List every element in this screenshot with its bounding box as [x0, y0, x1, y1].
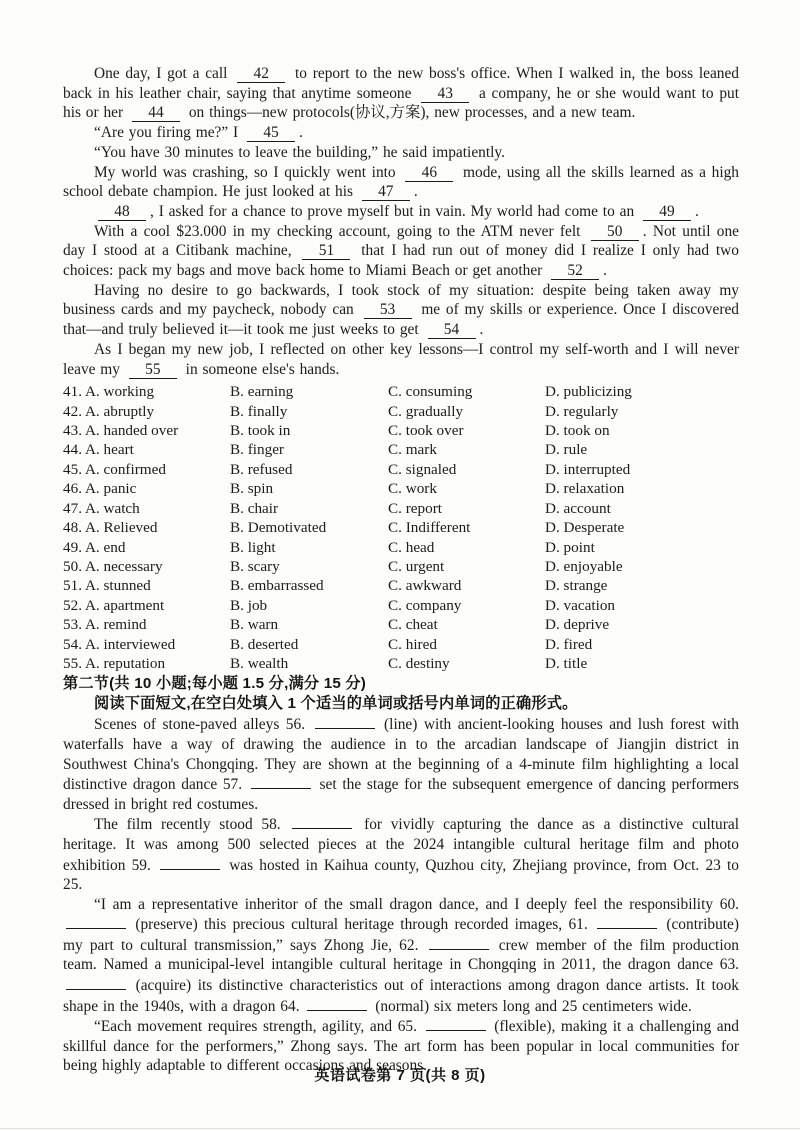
gapfill-passage: [63, 714, 739, 1076]
option-cell: C. Indifferent: [388, 519, 471, 537]
option-cell: B. light: [230, 538, 276, 556]
option-row: [63, 654, 739, 673]
answer-blank-52: 52: [551, 262, 599, 280]
option-cell: 50. A. necessary: [63, 557, 163, 575]
option-cell: B. finger: [230, 441, 284, 459]
option-row: [63, 576, 739, 595]
answer-blank: [307, 996, 367, 1011]
option-row: [63, 460, 739, 479]
paragraph: “Each movement requires strength, agility, and 65. (flexible), making it a challenging and skillful dance for the performers,” Zhong says. The art form has been popular in local communities for being highly adaptable to different occasions and seasons.: [63, 1018, 740, 1075]
option-cell: D. point: [545, 538, 595, 556]
option-cell: 42. A. abruptly: [63, 402, 155, 420]
option-row: [63, 382, 739, 401]
paragraph: The film recently stood 58. for vividly capturing the dance as a distinctive cultural heritage. It was among 500 selected pieces at the 2024 intangible cultural heritage film and photo exhibition 59. was hosted in Kaihua county, Quzhou city, Zhejiang province, from Oct. 23 to 25.: [63, 816, 739, 894]
option-cell: 51. A. stunned: [63, 577, 151, 595]
answer-blank: [597, 914, 657, 929]
page-footer: 英语试卷第 7 页(共 8 页): [314, 1067, 486, 1084]
option-cell: D. fired: [545, 635, 593, 653]
option-row: [63, 518, 739, 537]
paragraph: “You have 30 minutes to leave the building,” he said impatiently.: [94, 143, 505, 161]
option-cell: 53. A. remind: [63, 616, 147, 634]
answer-blank: [66, 975, 126, 990]
section2-heading: 第二节(共 10 小题;每小题 1.5 分,满分 15 分): [63, 675, 367, 693]
option-cell: C. signaled: [388, 460, 457, 478]
option-row: [63, 635, 739, 654]
option-cell: D. regularly: [545, 402, 619, 420]
answer-blank: [315, 714, 375, 729]
option-cell: B. scary: [230, 557, 280, 575]
option-cell: D. interrupted: [545, 460, 631, 478]
answer-blank: [426, 1016, 486, 1031]
option-cell: D. strange: [545, 577, 608, 595]
option-cell: 47. A. watch: [63, 499, 140, 517]
option-cell: B. warn: [230, 616, 279, 634]
option-cell: D. deprive: [545, 616, 610, 634]
option-cell: 52. A. apartment: [63, 596, 165, 614]
option-cell: 48. A. Relieved: [63, 519, 158, 537]
answer-blank-45: 45: [247, 124, 295, 142]
answer-blank-43: 43: [421, 85, 469, 103]
option-cell: C. took over: [388, 422, 464, 440]
option-cell: C. mark: [388, 441, 437, 459]
option-cell: D. publicizing: [545, 383, 632, 401]
answer-blank-48: 48: [98, 203, 146, 221]
answer-blank: [66, 914, 126, 929]
option-row: [63, 596, 739, 615]
option-cell: C. head: [388, 538, 435, 556]
option-cell: B. took in: [230, 422, 291, 440]
option-cell: 44. A. heart: [63, 441, 134, 459]
option-cell: 45. A. confirmed: [63, 460, 166, 478]
paragraph: “I am a representative inheritor of the small dragon dance, and I deeply feel the responsibility 60. (preserve) this precious cultural heritage through recorded images, 61. (contribute) my part to cultural transmission,” says Zhong Jie, 62. crew member of the film production team. Named a municipal-level intangible cultural heritage in Chongqing in 2011, the dragon dance 63. (acquire) its distinctive characteristics out of interactions among dragon dance artists. It took shape in the 1940s, with a dragon 64. (normal) six meters long and 25 centimeters wide.: [63, 895, 739, 1015]
option-cell: 41. A. working: [63, 383, 155, 401]
paragraph: One day, I got a call 42 to report to the new boss's office. When I walked in, the boss leaned back in his leather chair, saying that anytime someone 43 a company, he or she would want to put his or her 44 on things—new protocols(协议,方案), new processes, and a new team.: [63, 65, 739, 122]
section2-instruction: 阅读下面短文,在空白处填入 1 个适当的单词或括号内单词的正确形式。: [94, 695, 578, 713]
option-cell: B. embarrassed: [230, 577, 324, 595]
option-cell: C. company: [388, 596, 462, 614]
option-cell: C. urgent: [388, 557, 445, 575]
option-row: [63, 479, 739, 498]
option-row: [63, 499, 739, 518]
option-cell: B. earning: [230, 383, 294, 401]
scan-artifact-line: [0, 1128, 800, 1129]
option-cell: 54. A. interviewed: [63, 635, 176, 653]
option-cell: C. awkward: [388, 577, 462, 595]
option-row: [63, 615, 739, 634]
answer-blank-46: 46: [405, 164, 453, 182]
option-cell: 49. A. end: [63, 538, 126, 556]
answer-blank-50: 50: [591, 223, 639, 241]
option-cell: B. Demotivated: [230, 519, 327, 537]
options-table: [63, 382, 739, 673]
option-cell: B. finally: [230, 402, 288, 420]
option-row: [63, 538, 739, 557]
option-cell: B. wealth: [230, 654, 289, 672]
answer-blank-44: 44: [132, 104, 180, 122]
option-cell: C. destiny: [388, 654, 450, 672]
option-cell: C. work: [388, 480, 437, 498]
option-cell: D. vacation: [545, 596, 616, 614]
option-cell: B. job: [230, 596, 268, 614]
option-cell: 55. A. reputation: [63, 654, 166, 672]
option-cell: B. spin: [230, 480, 274, 498]
option-cell: D. account: [545, 499, 611, 517]
paragraph: My world was crashing, so I quickly went into 46 mode, using all the skills learned as a high school debate champion. He just looked at his 47 .: [63, 163, 739, 201]
paragraph: “Are you firing me?” I 45 .: [94, 124, 303, 142]
answer-blank-47: 47: [362, 183, 410, 201]
option-cell: C. gradually: [388, 402, 464, 420]
paragraph: As I began my new job, I reflected on other key lessons—I control my self-worth and I will never leave my 55 in someone else's hands.: [63, 340, 739, 378]
option-cell: B. refused: [230, 460, 293, 478]
option-row: [63, 402, 739, 421]
page-content: [63, 64, 739, 1076]
option-cell: 43. A. handed over: [63, 422, 179, 440]
option-cell: D. Desperate: [545, 519, 625, 537]
paragraph: Having no desire to go backwards, I took stock of my situation: despite being taken away my business cards and my paycheck, nobody can 53 me of my skills or experience. Once I discovered that—and truly believed it—it took me just weeks to get 54 .: [63, 281, 739, 339]
option-cell: C. cheat: [388, 616, 438, 634]
option-cell: D. took on: [545, 422, 610, 440]
option-cell: D. enjoyable: [545, 557, 623, 575]
answer-blank-42: 42: [237, 65, 285, 83]
answer-blank: [251, 774, 311, 789]
option-row: [63, 557, 739, 576]
answer-blank-54: 54: [428, 321, 476, 339]
cloze-passage: [63, 64, 739, 379]
option-cell: 46. A. panic: [63, 480, 137, 498]
paragraph: 48 , I asked for a chance to prove myself but in vain. My world had come to an 49 .: [63, 202, 739, 222]
option-cell: B. deserted: [230, 635, 299, 653]
option-cell: D. title: [545, 654, 588, 672]
option-cell: B. chair: [230, 499, 279, 517]
paragraph: Scenes of stone-paved alleys 56. (line) with ancient-looking houses and lush forest with waterfalls have a way of drawing the audience in to the arcadian landscape of Jiangjin district in Southwest China's Chongqing. They are shown at the beginning of a 4-minute film highlighting a local distinctive dragon dance 57. set the stage for the subsequent emergence of dancing performers dressed in bright red costumes.: [63, 716, 740, 813]
answer-blank: [429, 935, 489, 950]
paragraph: With a cool $23.000 in my checking account, going to the ATM never felt 50 . Not until one day I stood at a Citibank machine, 51 that I had run out of money did I realize I only had two choices: pack my bags and move back home to Miami Beach or get another 52 .: [63, 222, 739, 280]
option-cell: D. relaxation: [545, 480, 625, 498]
option-cell: D. rule: [545, 441, 588, 459]
answer-blank-55: 55: [129, 361, 177, 379]
answer-blank-51: 51: [302, 242, 350, 260]
answer-blank: [292, 814, 352, 829]
option-cell: C. report: [388, 499, 442, 517]
answer-blank: [160, 855, 220, 870]
answer-blank-49: 49: [643, 203, 691, 221]
answer-blank-53: 53: [364, 301, 412, 319]
option-row: [63, 421, 739, 440]
option-cell: C. hired: [388, 635, 437, 653]
option-cell: C. consuming: [388, 383, 473, 401]
option-row: [63, 440, 739, 459]
